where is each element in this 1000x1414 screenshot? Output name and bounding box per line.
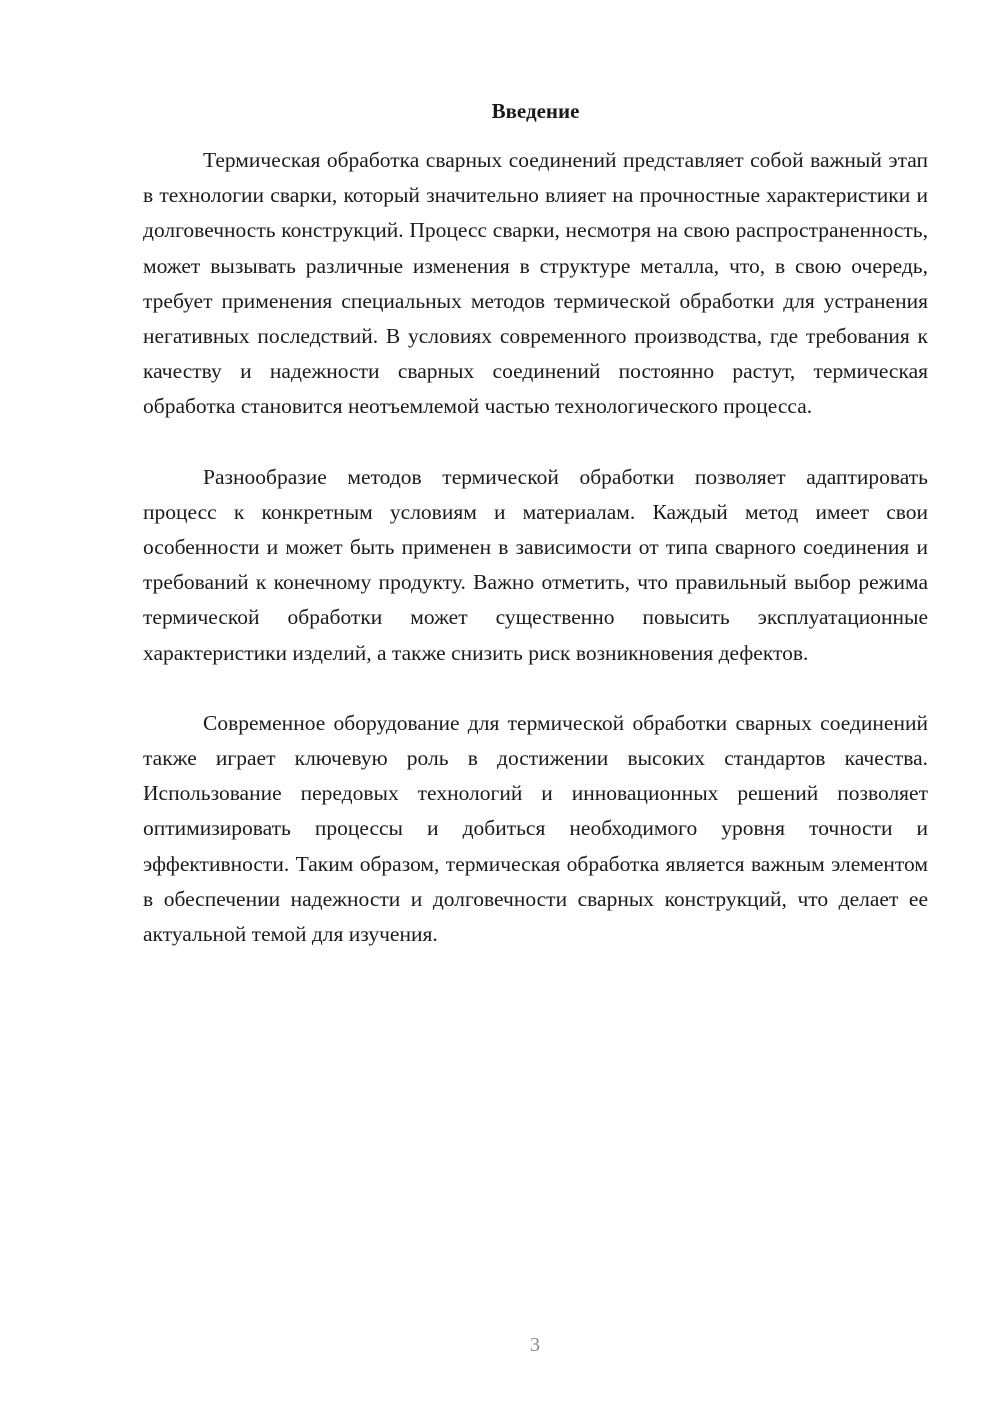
document-body: [143, 95, 928, 987]
paragraph-1: Термическая обработка сварных соединений представляет собой важный этап в технологии сварки, который значительно влияет на прочностные характеристики и долговечность конструкций. Процесс сварки, несмотря на свою распространенность, может вызывать различные изменения в структуре металла, что, в свою очередь, требует применения специальных методов термической обработки для устранения негативных последствий. В условиях современного производства, где требования к качеству и надежности сварных соединений постоянно растут, термическая обработка становится неотъемлемой частью технологического процесса.: [143, 148, 928, 419]
paragraph-2: Разнообразие методов термической обработки позволяет адаптировать процесс к конкретным условиям и материалам. Каждый метод имеет свои особенности и может быть применен в зависимости от типа сварного соединения и требований к конечному продукту. Важно отметить, что правильный выбор режима термической обработки может существенно повысить эксплуатационные характеристики изделий, а также снизить риск возникновения дефектов.: [143, 464, 928, 665]
page-number: 3: [530, 1334, 540, 1356]
section-title: Введение: [491, 99, 580, 123]
paragraph-3: Современное оборудование для термической обработки сварных соединений также играет ключевую роль в достижении высоких стандартов качества. Использование передовых технологий и инновационных решений позволяет оптимизировать процессы и добиться необходимого уровня точности и эффективности. Таким образом, термическая обработка является важным элементом в обеспечении надежности и долговечности сварных конструкций, что делает ее актуальной темой для изучения.: [143, 710, 928, 947]
